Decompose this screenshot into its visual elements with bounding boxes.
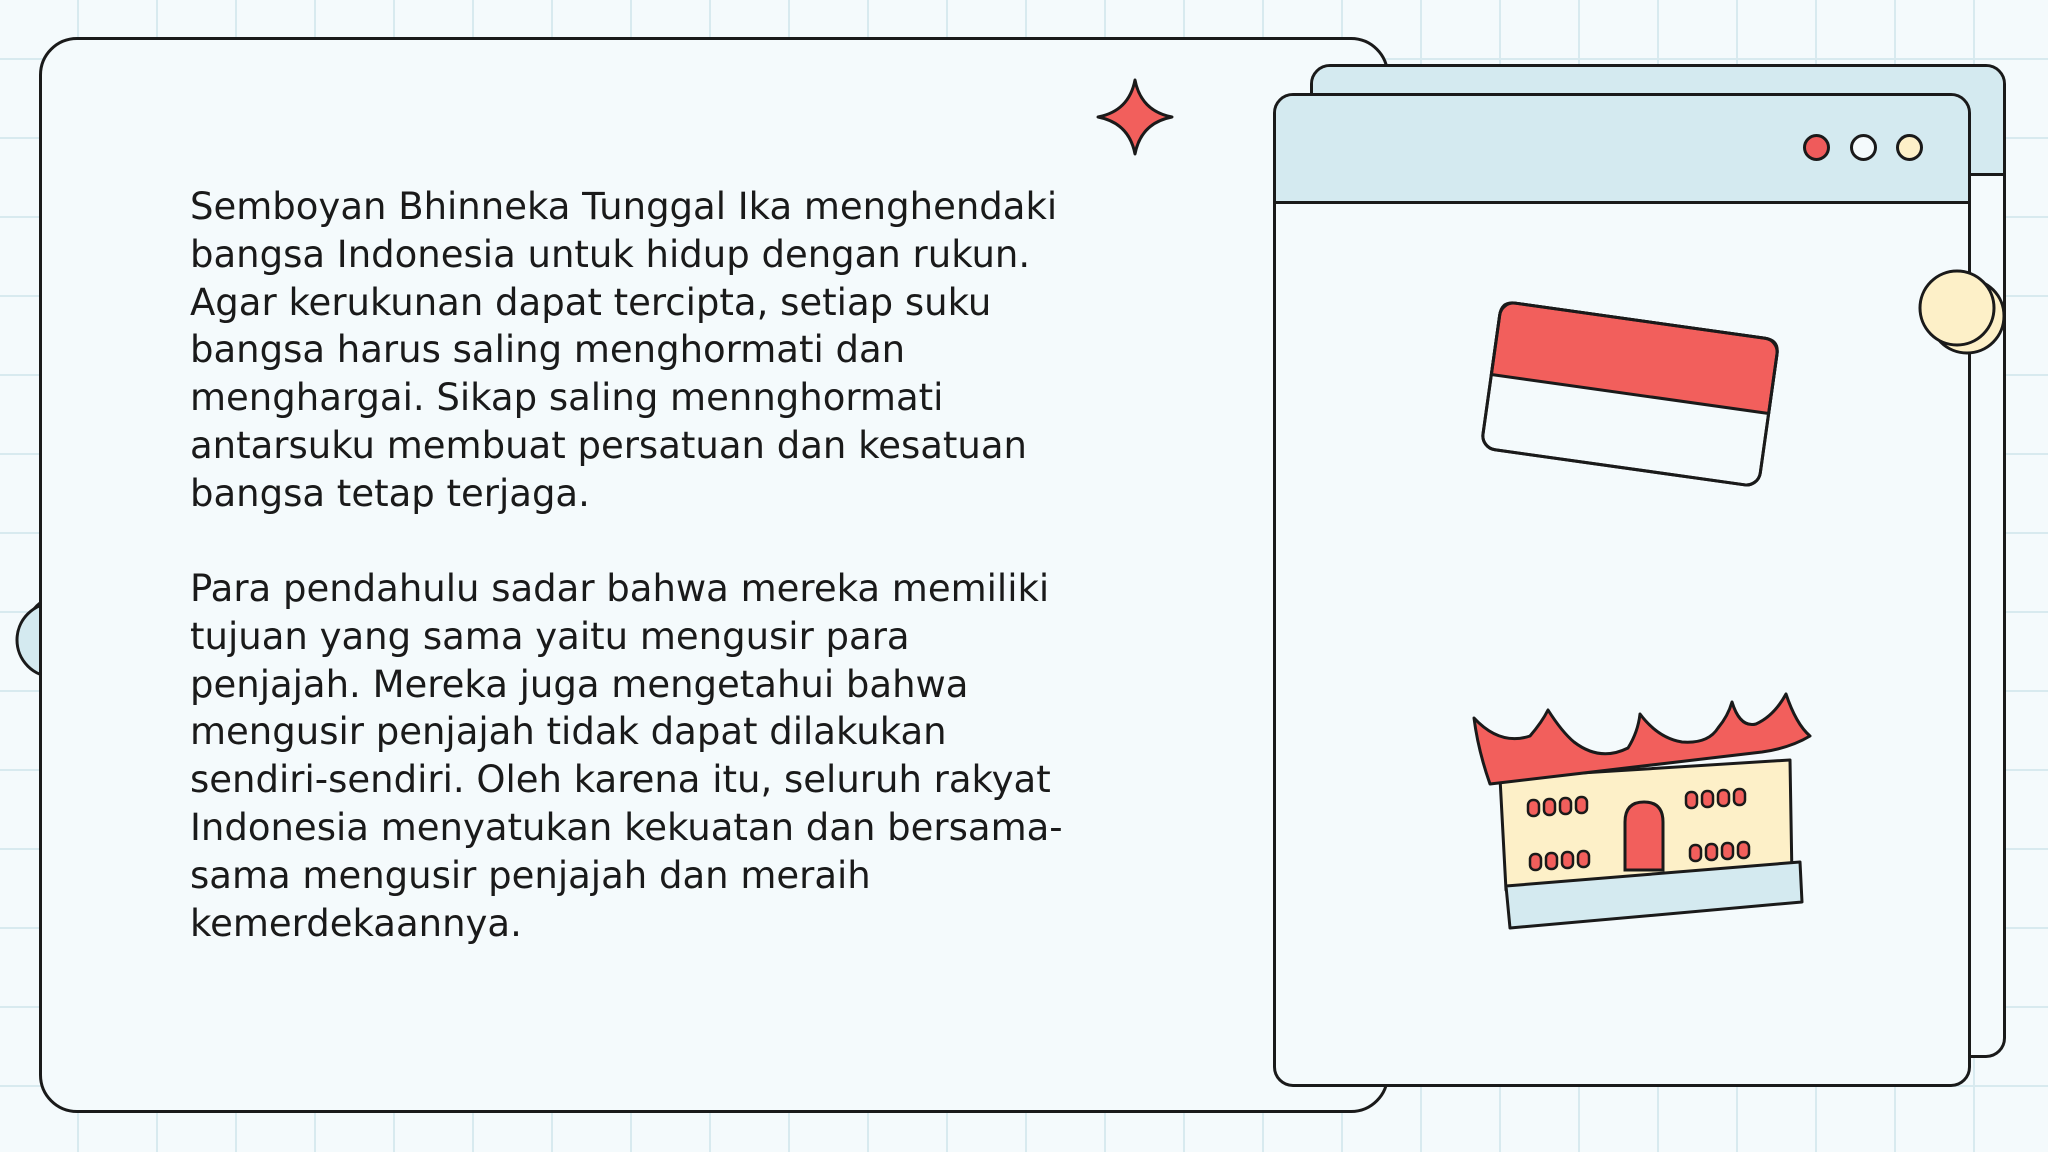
window-dot-white[interactable] [1850,134,1877,161]
sparkle-icon [1094,76,1176,158]
building-icon [1470,690,1820,940]
window-dot-red[interactable] [1803,134,1830,161]
right-circles-icon [1912,268,2010,364]
paragraph-2: Para pendahulu sadar bahwa mereka memiliki tujuan yang sama yaitu mengusir para penjajah. Mereka juga mengetahui bahwa mengusir penjajah tidak dapat dilakukan sendiri-sendiri. Oleh karena itu, seluruh rakyat Indonesia menyatukan kekuatan dan bersama- sama mengusir penjajah dan meraih kemerdekaannya. [190,567,1063,945]
indonesian-flag-icon [1470,282,1790,506]
paragraph-1: Semboyan Bhinneka Tunggal Ika menghendaki bangsa Indonesia untuk hidup dengan rukun. Agar kerukunan dapat tercipta, setiap suku bangsa harus saling menghormati dan menghargai. Sikap saling mennghormati antarsuku membuat persatuan dan kesatuan bangsa tetap terjaga. [190,185,1058,515]
browser-title-bar [1276,96,1968,204]
window-dot-yellow[interactable] [1896,134,1923,161]
